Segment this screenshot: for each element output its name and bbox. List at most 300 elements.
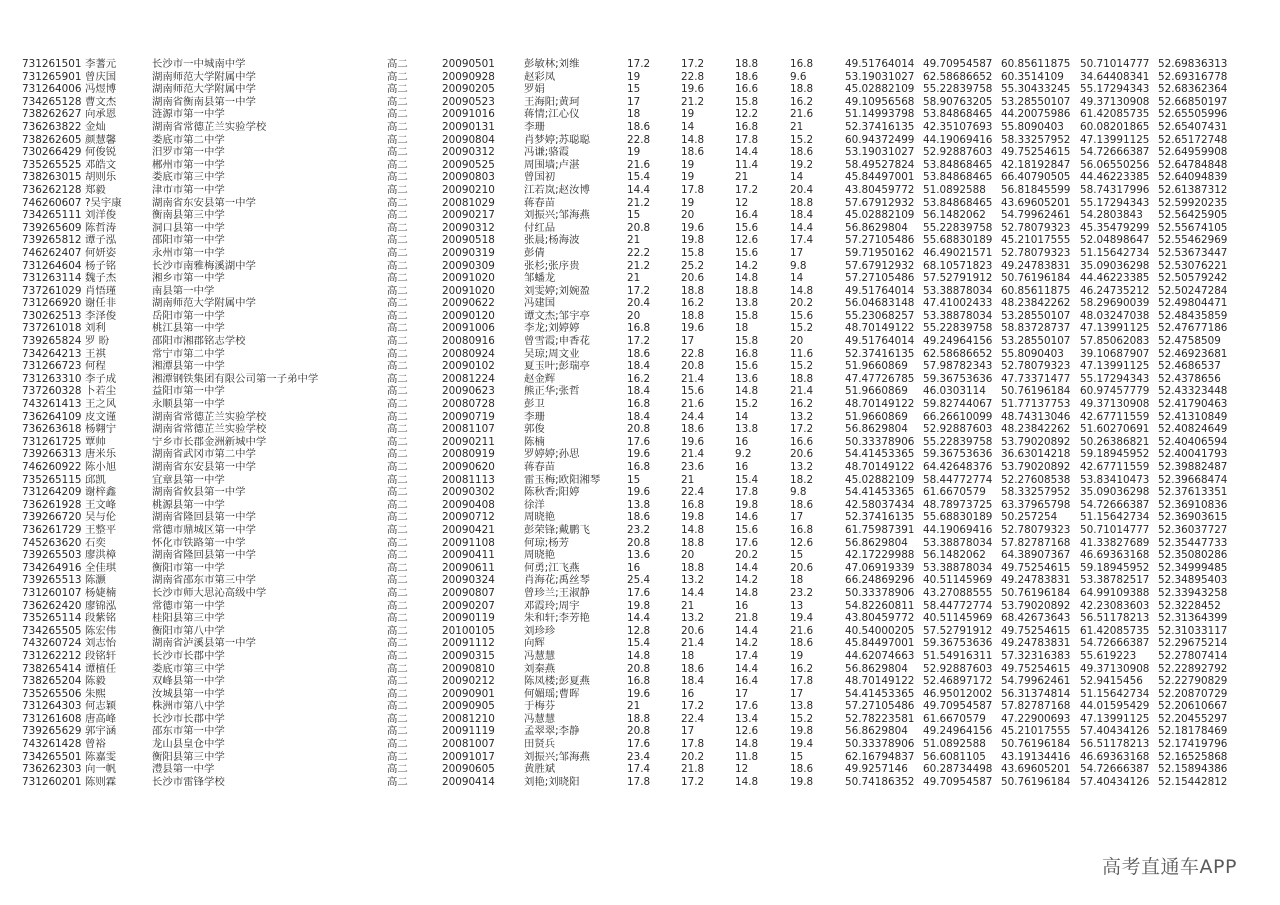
cell-student-name: 段铭轩	[85, 649, 117, 662]
cell-std-score-4: 49.37130908	[1080, 95, 1150, 108]
cell-score-2: 21.8	[681, 763, 705, 776]
cell-grade: 高二	[387, 360, 408, 373]
cell-score-3: 16	[735, 599, 749, 612]
cell-school-name: 桂阳县第三中学	[152, 612, 225, 625]
cell-school-name: 衡阳市第一中学	[152, 561, 225, 574]
cell-std-score-3: 43.19134416	[1001, 750, 1071, 763]
cell-total-score: 52.53076221	[1158, 259, 1228, 272]
cell-std-score-2: 49.24964156	[923, 335, 993, 348]
cell-std-score-4: 51.15642734	[1080, 511, 1150, 524]
cell-grade: 高二	[387, 763, 408, 776]
cell-std-score-2: 44.19069416	[923, 523, 993, 536]
cell-std-score-4: 51.15642734	[1080, 246, 1150, 259]
cell-score-4: 14	[790, 272, 804, 285]
cell-score-3: 14.8	[735, 738, 759, 751]
cell-birth-date: 20090712	[442, 511, 495, 524]
table-row	[22, 83, 1218, 96]
cell-score-1: 21.2	[627, 259, 651, 272]
cell-std-score-2: 42.35107693	[923, 120, 993, 133]
cell-std-score-2: 53.84868465	[923, 171, 993, 184]
cell-grade: 高二	[387, 398, 408, 411]
cell-grade: 高二	[387, 372, 408, 385]
cell-school-name: 永顺县第一中学	[152, 398, 225, 411]
cell-score-2: 15.6	[681, 385, 705, 398]
cell-score-2: 18.6	[681, 146, 705, 159]
cell-std-score-4: 55.17294343	[1080, 196, 1150, 209]
cell-score-4: 21.4	[790, 385, 814, 398]
cell-score-2: 19	[681, 158, 695, 171]
cell-std-score-3: 49.75254615	[1001, 561, 1071, 574]
cell-score-1: 25.4	[627, 574, 651, 587]
cell-student-id: 743260724	[22, 637, 82, 650]
cell-total-score: 52.55462969	[1158, 234, 1228, 247]
cell-score-2: 20.2	[681, 750, 705, 763]
cell-teacher-names: 张晨;杨海波	[524, 234, 580, 247]
cell-std-score-2: 53.84868465	[923, 196, 993, 209]
cell-score-1: 12.8	[627, 624, 651, 637]
cell-grade: 高二	[387, 259, 408, 272]
cell-std-score-4: 34.64408341	[1080, 70, 1150, 83]
cell-std-score-3: 48.23842262	[1001, 297, 1071, 310]
cell-std-score-4: 60.08201865	[1080, 120, 1150, 133]
cell-score-3: 17.4	[735, 649, 759, 662]
cell-score-4: 21.6	[790, 108, 814, 121]
cell-student-name: 杨翱宁	[85, 423, 117, 436]
cell-birth-date: 20090210	[442, 183, 495, 196]
cell-birth-date: 20090324	[442, 574, 495, 587]
cell-student-name: 颜慧馨	[85, 133, 117, 146]
cell-std-score-2: 66.26610099	[923, 410, 993, 423]
cell-school-name: 衡南县第三中学	[152, 209, 225, 222]
cell-score-1: 19	[627, 146, 641, 159]
cell-score-1: 20.4	[627, 297, 651, 310]
cell-score-4: 9.6	[790, 70, 807, 83]
cell-std-score-4: 54.2803843	[1080, 209, 1143, 222]
cell-std-score-3: 58.83728737	[1001, 322, 1071, 335]
cell-score-4: 19.8	[790, 775, 814, 788]
cell-std-score-2: 53.84868465	[923, 108, 993, 121]
cell-score-4: 13.8	[790, 700, 814, 713]
cell-birth-date: 20081210	[442, 712, 495, 725]
cell-score-1: 19.8	[627, 599, 651, 612]
cell-std-score-4: 54.72666387	[1080, 763, 1150, 776]
cell-std-score-3: 50.76196184	[1001, 775, 1071, 788]
cell-score-4: 15	[790, 549, 804, 562]
cell-score-4: 13.2	[790, 461, 814, 473]
cell-std-score-1: 49.9257146	[845, 763, 908, 776]
cell-score-4: 18	[790, 574, 804, 587]
cell-student-name: 王整平	[85, 523, 117, 536]
cell-std-score-2: 55.22839758	[923, 221, 993, 234]
cell-birth-date: 20090319	[442, 246, 495, 259]
cell-score-2: 20	[681, 549, 695, 562]
cell-score-3: 17.8	[735, 486, 759, 499]
cell-student-name: 唐米乐	[85, 448, 117, 461]
table-row	[22, 197, 1218, 210]
cell-student-name: 石奕	[85, 536, 106, 549]
cell-std-score-1: 48.70149122	[845, 322, 915, 335]
cell-total-score: 52.40041793	[1158, 448, 1228, 461]
cell-score-2: 21.6	[681, 398, 705, 411]
cell-student-name: 段紫铭	[85, 612, 117, 625]
cell-total-score: 52.53673447	[1158, 246, 1228, 259]
cell-student-name: 廖锦泓	[85, 599, 117, 612]
cell-score-3: 14.8	[735, 586, 759, 599]
cell-score-3: 18.6	[735, 70, 759, 83]
cell-score-1: 19.6	[627, 687, 651, 700]
cell-std-score-3: 49.24783831	[1001, 637, 1071, 650]
cell-birth-date: 20090131	[442, 120, 495, 133]
cell-school-name: 宁乡市长郡金洲新城中学	[152, 435, 267, 448]
cell-school-name: 湖南省隆回县第一中学	[152, 511, 256, 524]
cell-score-3: 16	[735, 435, 749, 448]
cell-score-2: 19.8	[681, 511, 705, 524]
cell-total-score: 52.36037727	[1158, 523, 1228, 536]
cell-teacher-names: 夏玉叶;彭瑞亭	[524, 360, 590, 373]
cell-student-id: 746260607	[22, 196, 82, 209]
cell-student-name: 谢任非	[85, 297, 117, 310]
cell-std-score-2: 46.49021571	[923, 246, 993, 259]
cell-score-2: 22.4	[681, 712, 705, 725]
cell-score-1: 19.6	[627, 448, 651, 461]
cell-std-score-2: 61.6670579	[923, 486, 986, 499]
cell-std-score-4: 56.51178213	[1080, 612, 1150, 625]
cell-school-name: 邵东市第一中学	[152, 725, 225, 738]
cell-score-4: 15.2	[790, 322, 814, 335]
cell-school-name: 湖南省泸溪县第一中学	[152, 637, 256, 650]
cell-grade: 高二	[387, 574, 408, 587]
cell-std-score-4: 54.72666387	[1080, 146, 1150, 159]
cell-student-id: 730266429	[22, 146, 82, 159]
cell-grade: 高二	[387, 662, 408, 675]
cell-score-3: 21.8	[735, 612, 759, 625]
cell-student-id: 736261729	[22, 523, 82, 536]
cell-student-id: 736263618	[22, 423, 82, 436]
cell-student-name: 谢梓鑫	[85, 486, 117, 499]
cell-teacher-names: 刘珍珍	[524, 624, 556, 637]
table-row	[22, 411, 1218, 424]
cell-birth-date: 20081224	[442, 372, 495, 385]
cell-teacher-names: 曾国初	[524, 171, 556, 184]
cell-student-name: 皮文谨	[85, 410, 117, 423]
cell-grade: 高二	[387, 725, 408, 738]
cell-score-1: 17.6	[627, 586, 651, 599]
cell-birth-date: 20090901	[442, 687, 495, 700]
cell-score-2: 19.6	[681, 322, 705, 335]
cell-score-3: 20.2	[735, 549, 759, 562]
cell-std-score-4: 35.09036298	[1080, 486, 1150, 499]
cell-score-1: 17	[627, 95, 641, 108]
cell-score-4: 18.6	[790, 763, 814, 776]
cell-birth-date: 20090807	[442, 586, 495, 599]
cell-student-id: 731260107	[22, 586, 82, 599]
cell-std-score-2: 48.78973725	[923, 498, 993, 511]
cell-teacher-names: 冯慧慧	[524, 649, 556, 662]
cell-total-score: 52.64784848	[1158, 158, 1228, 171]
cell-school-name: 湖南省武冈市第二中学	[152, 448, 256, 461]
cell-std-score-3: 53.79020892	[1001, 435, 1071, 448]
table-row	[22, 738, 1218, 751]
cell-teacher-names: 江若岚;赵汝博	[524, 183, 590, 196]
cell-total-score: 52.61387312	[1158, 183, 1228, 196]
cell-std-score-3: 50.257254	[1001, 511, 1058, 524]
cell-teacher-names: 蒋春苗	[524, 461, 556, 473]
cell-std-score-2: 53.38878034	[923, 284, 993, 297]
cell-school-name: 洞口县第一中学	[152, 221, 225, 234]
cell-std-score-1: 45.84497001	[845, 637, 915, 650]
cell-student-id: 731264303	[22, 700, 82, 713]
cell-teacher-names: 周晓艳	[524, 549, 556, 562]
cell-grade: 高二	[387, 637, 408, 650]
cell-std-score-1: 57.27105486	[845, 700, 915, 713]
cell-total-score: 52.50579242	[1158, 272, 1228, 285]
cell-score-1: 18.4	[627, 360, 651, 373]
cell-grade: 高二	[387, 675, 408, 688]
cell-std-score-3: 49.24783831	[1001, 259, 1071, 272]
cell-std-score-2: 52.92887603	[923, 662, 993, 675]
cell-std-score-3: 50.76196184	[1001, 272, 1071, 285]
cell-teacher-names: 蒋情;江心仪	[524, 108, 580, 121]
cell-std-score-1: 62.16794837	[845, 750, 915, 763]
cell-std-score-2: 57.98782343	[923, 360, 993, 373]
cell-std-score-4: 44.46223385	[1080, 272, 1150, 285]
table-row	[22, 310, 1218, 323]
cell-grade: 高二	[387, 448, 408, 461]
cell-std-score-3: 49.75254615	[1001, 624, 1071, 637]
cell-std-score-2: 49.70954587	[923, 700, 993, 713]
cell-birth-date: 20090207	[442, 599, 495, 612]
cell-score-2: 18.8	[681, 536, 705, 549]
cell-score-1: 16.8	[627, 675, 651, 688]
cell-teacher-names: 何媚瑶;曹晖	[524, 687, 580, 700]
cell-score-4: 20.4	[790, 183, 814, 196]
cell-score-2: 16.2	[681, 297, 705, 310]
cell-score-2: 22.8	[681, 347, 705, 360]
cell-teacher-names: 熊正华;张哲	[524, 385, 580, 398]
cell-student-name: 谭植任	[85, 662, 117, 675]
cell-birth-date: 20100105	[442, 624, 495, 637]
cell-school-name: 长沙市长郡中学	[152, 649, 225, 662]
cell-school-name: 龙山县皇仓中学	[152, 738, 225, 751]
cell-score-2: 18.8	[681, 561, 705, 574]
cell-teacher-names: 李龙;刘婷婷	[524, 322, 580, 335]
cell-std-score-4: 44.01595429	[1080, 700, 1150, 713]
cell-grade: 高二	[387, 486, 408, 499]
cell-grade: 高二	[387, 649, 408, 662]
cell-total-score: 52.65407431	[1158, 120, 1228, 133]
cell-std-score-1: 43.80459772	[845, 612, 915, 625]
cell-std-score-4: 45.35479299	[1080, 221, 1150, 234]
cell-student-id: 734264213	[22, 347, 82, 360]
cell-score-1: 23.4	[627, 750, 651, 763]
cell-std-score-3: 55.8090403	[1001, 347, 1064, 360]
cell-school-name: 衡阳县第三中学	[152, 750, 225, 763]
table-row	[22, 600, 1218, 613]
cell-score-2: 25.2	[681, 259, 705, 272]
cell-total-score: 52.65505996	[1158, 108, 1228, 121]
cell-grade: 高二	[387, 58, 408, 70]
cell-std-score-4: 59.18945952	[1080, 561, 1150, 574]
cell-student-id: 743261428	[22, 738, 82, 751]
cell-grade: 高二	[387, 410, 408, 423]
cell-student-id: 739265824	[22, 335, 82, 348]
cell-score-4: 16.2	[790, 662, 814, 675]
cell-student-id: 731261608	[22, 712, 82, 725]
cell-birth-date: 20091108	[442, 536, 495, 549]
table-body	[22, 58, 1228, 788]
cell-std-score-2: 52.46897172	[923, 675, 993, 688]
cell-grade: 高二	[387, 209, 408, 222]
cell-birth-date: 20090414	[442, 775, 495, 788]
cell-student-id: 735265114	[22, 612, 82, 625]
cell-total-score: 52.55674105	[1158, 221, 1228, 234]
cell-score-3: 16.8	[735, 120, 759, 133]
cell-score-4: 15.2	[790, 360, 814, 373]
cell-std-score-1: 47.47726785	[845, 372, 915, 385]
cell-teacher-names: 周围墙;卢湛	[524, 158, 580, 171]
cell-std-score-1: 48.70149122	[845, 675, 915, 688]
cell-std-score-2: 62.58686652	[923, 70, 993, 83]
table-row	[22, 322, 1218, 335]
cell-total-score: 52.40406594	[1158, 435, 1228, 448]
table-row	[22, 461, 1218, 474]
cell-student-id: 736262128	[22, 183, 82, 196]
cell-student-id: 738263015	[22, 171, 82, 184]
cell-teacher-names: 曾珍兰;王淑静	[524, 586, 590, 599]
cell-grade: 高二	[387, 158, 408, 171]
table-row	[22, 373, 1218, 386]
cell-birth-date: 20090102	[442, 360, 495, 373]
cell-grade: 高二	[387, 347, 408, 360]
cell-student-id: 736264109	[22, 410, 82, 423]
cell-student-name: 李泽俊	[85, 309, 117, 322]
cell-std-score-3: 43.69605201	[1001, 196, 1071, 209]
cell-score-1: 20.8	[627, 423, 651, 436]
cell-score-1: 17.6	[627, 738, 651, 751]
cell-grade: 高二	[387, 687, 408, 700]
cell-score-3: 17.6	[735, 536, 759, 549]
cell-school-name: 湖南省东安县第一中学	[152, 196, 256, 209]
cell-teacher-names: 冯慧慧	[524, 712, 556, 725]
table-row	[22, 134, 1218, 147]
cell-score-1: 15.4	[627, 637, 651, 650]
cell-teacher-names: 刘雯婷;刘婉盈	[524, 284, 590, 297]
cell-score-4: 17	[790, 511, 804, 524]
cell-std-score-1: 42.17229988	[845, 549, 915, 562]
cell-student-name: 全佳琪	[85, 561, 117, 574]
cell-std-score-2: 59.82744067	[923, 398, 993, 411]
cell-birth-date: 20091119	[442, 725, 495, 738]
cell-teacher-names: 陈秋香;阳婷	[524, 486, 580, 499]
cell-total-score: 52.27807414	[1158, 649, 1228, 662]
cell-school-name: 株洲市第八中学	[152, 700, 225, 713]
cell-std-score-1: 66.24869296	[845, 574, 915, 587]
cell-total-score: 52.43323448	[1158, 385, 1228, 398]
cell-std-score-3: 58.33257952	[1001, 486, 1071, 499]
cell-score-3: 12	[735, 196, 749, 209]
cell-std-score-1: 54.41453365	[845, 687, 915, 700]
cell-grade: 高二	[387, 83, 408, 96]
cell-student-id: 734264916	[22, 561, 82, 574]
cell-score-1: 15	[627, 473, 641, 486]
cell-student-name: 陈小旭	[85, 461, 117, 473]
cell-std-score-3: 53.28550107	[1001, 335, 1071, 348]
cell-student-name: 冯煜博	[85, 83, 117, 96]
cell-std-score-1: 57.27105486	[845, 234, 915, 247]
table-row	[22, 297, 1218, 310]
cell-student-id: 737261018	[22, 322, 82, 335]
cell-std-score-3: 50.76196184	[1001, 738, 1071, 751]
cell-school-name: 澧县第一中学	[152, 763, 215, 776]
cell-student-name: 邓皓文	[85, 158, 117, 171]
cell-school-name: 常德市第一中学	[152, 599, 225, 612]
cell-std-score-1: 52.78223581	[845, 712, 915, 725]
cell-std-score-3: 64.38907367	[1001, 549, 1071, 562]
cell-total-score: 52.59920235	[1158, 196, 1228, 209]
cell-std-score-3: 49.24783831	[1001, 574, 1071, 587]
table-row	[22, 713, 1218, 726]
cell-birth-date: 20090315	[442, 649, 495, 662]
cell-student-id: 737260328	[22, 385, 82, 398]
cell-school-name: 娄底市第三中学	[152, 662, 225, 675]
cell-std-score-2: 53.38878034	[923, 309, 993, 322]
cell-student-name: 覃帅	[85, 435, 106, 448]
cell-std-score-3: 44.20075986	[1001, 108, 1071, 121]
cell-birth-date: 20081029	[442, 196, 495, 209]
table-row	[22, 562, 1218, 575]
cell-score-1: 18.6	[627, 347, 651, 360]
table-row	[22, 96, 1218, 109]
cell-score-3: 14	[735, 410, 749, 423]
table-row	[22, 688, 1218, 701]
cell-score-2: 19.8	[681, 234, 705, 247]
cell-std-score-3: 60.85611875	[1001, 58, 1071, 70]
cell-std-score-3: 45.21017555	[1001, 234, 1071, 247]
cell-total-score: 52.41310849	[1158, 410, 1228, 423]
cell-birth-date: 20090810	[442, 662, 495, 675]
cell-score-1: 13.8	[627, 498, 651, 511]
cell-student-name: 向一帆	[85, 763, 117, 776]
table-row	[22, 537, 1218, 550]
cell-birth-date: 20090804	[442, 133, 495, 146]
table-row	[22, 675, 1218, 688]
cell-birth-date: 20090411	[442, 549, 495, 562]
cell-grade: 高二	[387, 738, 408, 751]
cell-std-score-3: 53.79020892	[1001, 461, 1071, 473]
cell-student-id: 738265204	[22, 675, 82, 688]
cell-score-2: 13.2	[681, 574, 705, 587]
cell-std-score-3: 53.28550107	[1001, 309, 1071, 322]
cell-std-score-2: 53.38878034	[923, 561, 993, 574]
cell-score-1: 20	[627, 309, 641, 322]
cell-total-score: 52.17419796	[1158, 738, 1228, 751]
cell-std-score-1: 57.27105486	[845, 272, 915, 285]
cell-score-4: 15.6	[790, 309, 814, 322]
cell-student-id: 737261029	[22, 284, 82, 297]
cell-student-name: 曾庆国	[85, 70, 117, 83]
cell-teacher-names: 张杉;张序贵	[524, 259, 580, 272]
cell-grade: 高二	[387, 133, 408, 146]
cell-std-score-4: 57.40434126	[1080, 725, 1150, 738]
cell-std-score-4: 56.51178213	[1080, 738, 1150, 751]
cell-std-score-4: 42.67711559	[1080, 410, 1150, 423]
cell-birth-date: 20081007	[442, 738, 495, 751]
cell-score-2: 18.8	[681, 309, 705, 322]
cell-student-id: 736262303	[22, 763, 82, 776]
cell-std-score-3: 52.27608538	[1001, 473, 1071, 486]
cell-score-2: 15.8	[681, 246, 705, 259]
cell-student-name: 何志颖	[85, 700, 117, 713]
